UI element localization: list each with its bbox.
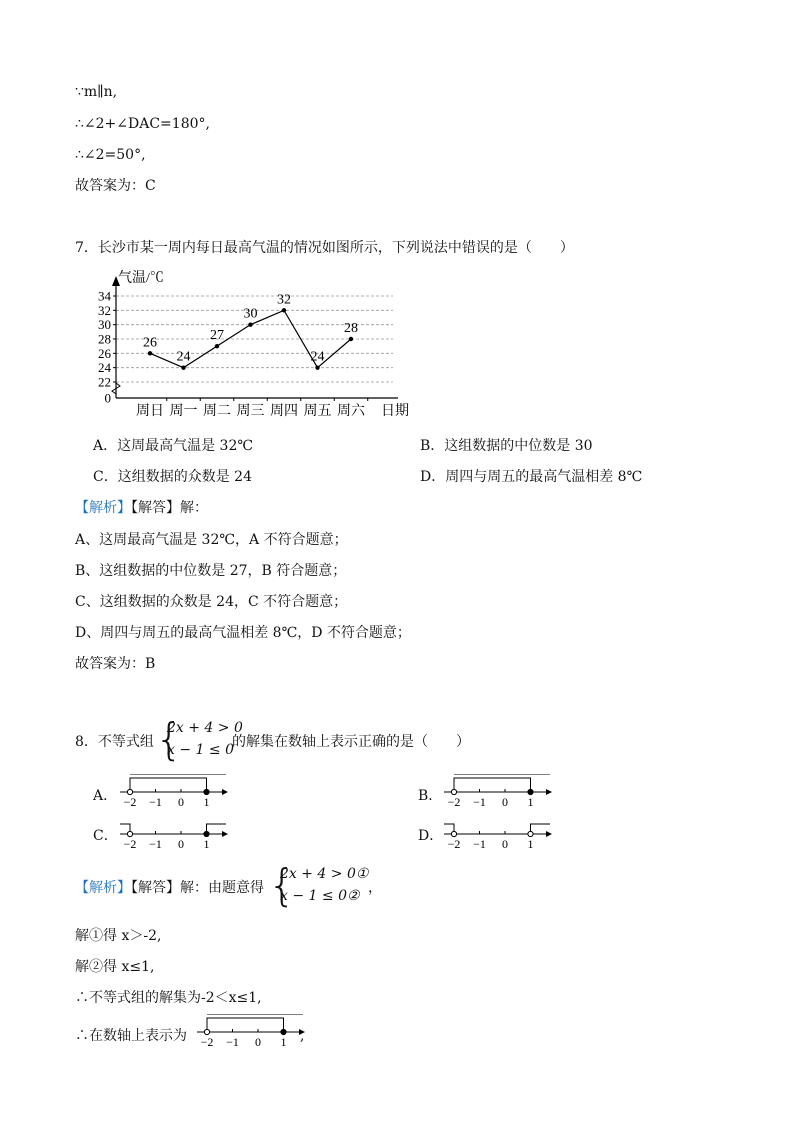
tick-label: −1	[226, 1035, 239, 1049]
y-tick-label: 26	[98, 345, 111, 361]
closed-endpoint	[204, 789, 209, 794]
q7-option-b: B．这组数据的中位数是 30	[420, 438, 593, 454]
q7-analysis-b: B、这组数据的中位数是 27，B 符合题意；	[75, 563, 347, 579]
tick-label: −2	[447, 795, 461, 809]
tick-label: −2	[200, 1035, 214, 1049]
q7-analysis-d: D、周四与周五的最高气温相差 8℃，D 不符合题意；	[75, 625, 411, 641]
analysis-tag: 【解析】	[75, 880, 131, 896]
prev-answer: 故答案为：C	[75, 178, 156, 194]
number-line-d	[442, 816, 562, 852]
y-tick-label: 24	[98, 360, 111, 376]
q7-option-d: D．周四与周五的最高气温相差 8℃	[420, 469, 643, 485]
y-tick-label: 22	[98, 374, 111, 390]
x-axis-label: 日期	[381, 404, 409, 418]
data-label: 32	[277, 292, 291, 308]
solution-ray	[454, 778, 531, 792]
data-label: 26	[143, 335, 157, 351]
data-point	[349, 337, 353, 341]
x-tick-label: 周日	[136, 404, 164, 418]
number-line-b	[442, 774, 562, 810]
axis-arrow-icon	[222, 831, 228, 837]
tick-label: −1	[149, 837, 162, 851]
closed-endpoint	[204, 831, 209, 836]
y-tick-label: 28	[98, 331, 111, 347]
tick-label: 0	[178, 795, 184, 809]
x-tick-label: 周三	[236, 404, 265, 418]
tick-label: 1	[280, 1035, 287, 1049]
data-point	[282, 308, 286, 312]
q8-stem-tail: 的解集在数轴上表示正确的是（ ）	[232, 734, 470, 750]
data-point	[148, 351, 152, 355]
data-point	[215, 344, 219, 348]
q7-option-c: C．这组数据的众数是 24	[93, 469, 252, 485]
solution-ray	[130, 778, 207, 792]
open-endpoint	[451, 831, 456, 836]
number-line-answer	[195, 1014, 305, 1050]
data-label: 28	[344, 321, 358, 336]
tick-label: 0	[178, 837, 184, 851]
q7-analysis-header	[75, 498, 208, 518]
prev-line-1: ∵m∥n,	[75, 84, 118, 100]
tick-label: 0	[255, 1035, 261, 1049]
analysis-head: 【解答】解：由题意得	[131, 880, 264, 896]
data-point	[248, 322, 252, 326]
y-tick-label: 0	[104, 390, 111, 406]
tick-label: 1	[527, 837, 534, 851]
q8-analysis-l4: ∴在数轴上表示为	[75, 1028, 187, 1044]
q8-analysis-eq-2: x − 1 ≤ 0②	[280, 888, 360, 904]
q8-option-a-label: A．	[93, 788, 118, 804]
x-tick-label: 周六	[337, 404, 365, 418]
y-tick-label: 34	[98, 288, 111, 304]
prev-line-3: ∴∠2=50°,	[75, 147, 146, 163]
tick-label: −2	[123, 837, 137, 851]
number-line-a	[118, 774, 238, 810]
q8-ineq-1: 2x + 4 > 0	[167, 720, 243, 736]
data-label: 24	[310, 349, 325, 365]
data-label: 27	[210, 328, 224, 344]
temperature-chart	[88, 268, 418, 418]
tick-label: 1	[527, 795, 534, 809]
tick-label: 1	[203, 837, 210, 851]
open-endpoint	[451, 789, 456, 794]
q8-ineq-2: x − 1 ≤ 0	[167, 742, 234, 758]
axis-arrow-icon	[546, 789, 552, 795]
q8-analysis-system	[268, 860, 369, 911]
tick-label: −2	[447, 837, 461, 851]
open-endpoint	[204, 1029, 209, 1034]
q7-option-a: A．这周最高气温是 32℃	[93, 438, 254, 454]
q8-inequality-system	[155, 714, 243, 765]
tick-label: −2	[123, 795, 137, 809]
tick-label: −1	[473, 837, 486, 851]
y-axis-label: 气温/℃	[118, 271, 164, 286]
q8-analysis-l1: 解①得 x＞-2,	[75, 928, 162, 944]
q7-analysis-a: A、这周最高气温是 32℃，A 不符合题意；	[75, 532, 348, 548]
x-tick-label: 周五	[303, 404, 332, 418]
q8-analysis-l4-tail: ,	[300, 1028, 305, 1044]
q8-option-b-label: B．	[418, 788, 443, 804]
data-point	[181, 365, 185, 369]
axis-arrow-icon	[222, 789, 228, 795]
q8-analysis-l2: 解②得 x≤1,	[75, 959, 155, 975]
y-tick-label: 32	[98, 302, 111, 318]
data-label: 30	[243, 306, 258, 322]
number-line-c	[118, 816, 238, 852]
x-tick-label: 周二	[203, 404, 231, 418]
analysis-tag: 【解析】	[75, 500, 131, 516]
analysis-head: 【解答】解：	[131, 500, 208, 516]
solution-ray	[207, 1018, 284, 1032]
tick-label: −1	[473, 795, 486, 809]
q7-answer: 故答案为：B	[75, 656, 156, 672]
tick-label: 1	[203, 795, 210, 809]
axis-arrow-icon	[546, 831, 552, 837]
data-label: 24	[176, 349, 191, 365]
brace-icon: {	[155, 714, 183, 765]
data-point	[315, 365, 319, 369]
open-endpoint	[127, 789, 132, 794]
prev-line-2: ∴∠2+∠DAC=180°,	[75, 116, 210, 132]
y-tick-label: 30	[98, 317, 111, 333]
open-endpoint	[127, 831, 132, 836]
closed-endpoint	[528, 789, 533, 794]
q8-analysis-eq-tail: ，	[368, 880, 382, 896]
q8-analysis-eq-1: 2x + 4 > 0①	[280, 866, 369, 882]
q7-stem: 7．长沙市某一周内每日最高气温的情况如图所示，下列说法中错误的是（ ）	[75, 240, 574, 256]
brace-icon: {	[268, 860, 296, 911]
q8-analysis-l3: ∴不等式组的解集为-2＜x≤1,	[75, 990, 262, 1006]
closed-endpoint	[281, 1029, 286, 1034]
q8-analysis-header	[75, 878, 264, 898]
tick-label: 0	[502, 795, 508, 809]
open-endpoint	[528, 831, 533, 836]
tick-label: −1	[149, 795, 162, 809]
x-tick-label: 周一	[169, 404, 198, 418]
x-tick-label: 周四	[270, 404, 298, 418]
q8-option-d-label: D．	[418, 828, 444, 844]
q8-option-c-label: C．	[93, 828, 118, 844]
q7-analysis-c: C、这组数据的众数是 24，C 不符合题意；	[75, 594, 348, 610]
q8-number: 8．不等式组	[75, 734, 154, 750]
tick-label: 0	[502, 837, 508, 851]
